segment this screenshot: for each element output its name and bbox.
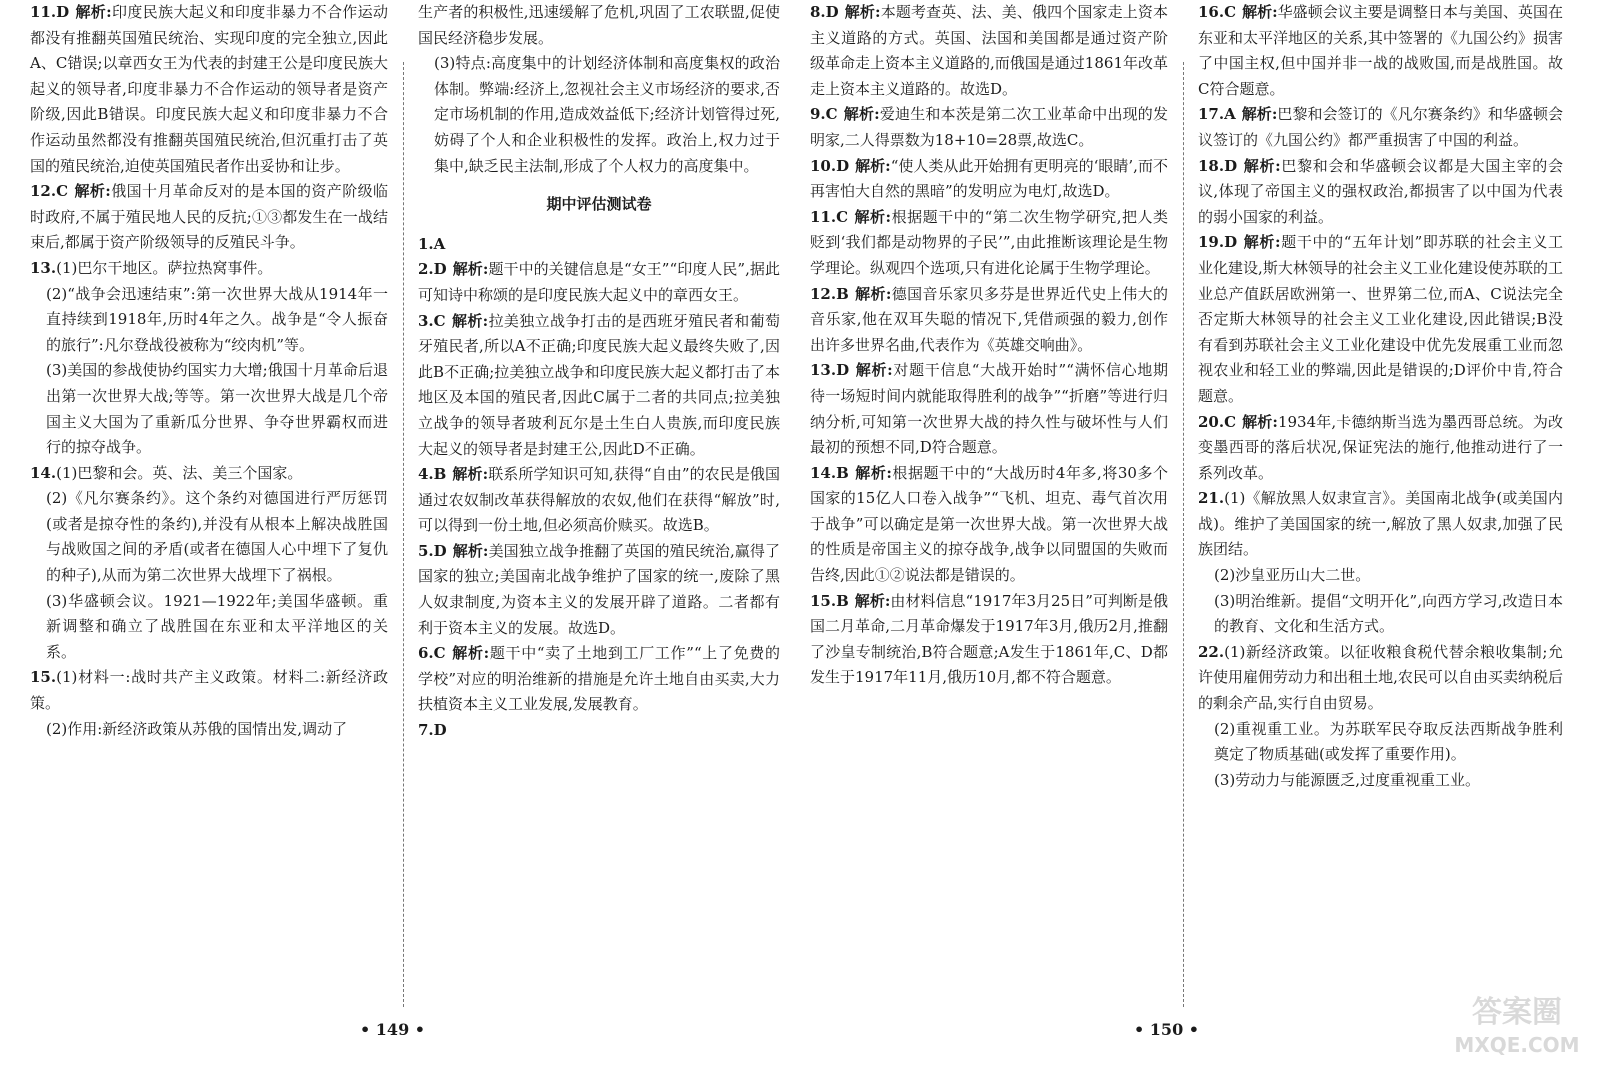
- answer-item: [810, 589, 1168, 691]
- answer-text: 根据题干中的“第二次生物学研究,把人类贬到‘我们都是动物界的子民’”,由此推断该理论是生物学理论。纵观四个选项,只有进化论属于生物学理论。: [810, 207, 1168, 277]
- answer-text: 巴黎和会和华盛顿会议都是大国主宰的会议,体现了帝国主义的强权政治,都损害了以中国为代表的弱小国家的利益。: [1198, 156, 1563, 226]
- answer-item: [30, 256, 388, 282]
- answer-text: (3)明治维新。提倡“文明开化”,向西方学习,改造日本的教育、文化和生活方式。: [1214, 591, 1563, 636]
- answer-number: 20.C: [1198, 412, 1237, 431]
- answer-item: [1198, 640, 1563, 717]
- answer-item: [30, 0, 388, 179]
- analysis-label: 解析:: [1242, 412, 1278, 431]
- answer-item: [1198, 102, 1563, 153]
- answer-number: 11.D: [30, 3, 70, 21]
- answer-item: [810, 205, 1168, 282]
- answer-number: 6.C: [418, 644, 446, 663]
- answer-item: [810, 358, 1168, 460]
- answer-item: [418, 232, 780, 258]
- answer-number: 12.C: [30, 182, 69, 201]
- answer-number: 18.D: [1198, 156, 1238, 175]
- answer-item: [418, 539, 780, 641]
- answer-text: (1)巴尔干地区。萨拉热窝事件。: [56, 258, 273, 277]
- answer-item: [1198, 589, 1563, 640]
- answer-number: 17.A: [1198, 105, 1236, 124]
- column-divider-right: [1183, 62, 1184, 1007]
- answer-text: (1)巴黎和会。英、法、美三个国家。: [56, 463, 303, 482]
- page-number-left: • 149 •: [360, 1020, 425, 1039]
- answer-item: [30, 486, 388, 588]
- analysis-label: 解析:: [452, 541, 489, 560]
- column-2: [418, 0, 780, 970]
- answer-text: (3)美国的参战使协约国实力大增;俄国十月革命后退出第一次世界大战;等等。第一次世界大战是几个帝国主义大国为了重新瓜分世界、争夺世界霸权而进行的掠夺战争。: [46, 361, 388, 457]
- answer-text: (1)《解放黑人奴隶宣言》。美国南北战争(或美国内战)。维护了美国国家的统一,解放了黑人奴隶,加强了民族团结。: [1198, 489, 1563, 559]
- answer-item: [1198, 154, 1563, 231]
- answer-text: 印度民族大起义和印度非暴力不合作运动都没有推翻英国殖民统治、实现印度的完全独立,因此A、C错误;以章西女王为代表的封建王公是印度民族大起义的领导者,印度非暴力不合作运动的领导者是资产阶级,因此B错误。印度民族大起义和印度非暴力不合作运动虽然都没有推翻英国殖民统治,但沉重打击了英国的殖民统治,迫使英国殖民者作出妥协和让步。: [30, 3, 388, 175]
- answer-text: (3)劳动力与能源匮乏,过度重视重工业。: [1214, 770, 1481, 789]
- answer-number: 21.: [1198, 489, 1225, 508]
- answer-number: 8.D: [810, 3, 839, 21]
- analysis-label: 解析:: [74, 182, 111, 201]
- analysis-label: 解析:: [854, 284, 892, 303]
- answer-number: 4.B: [418, 465, 447, 484]
- answer-item: [1198, 486, 1563, 563]
- continued-text: (3)特点:高度集中的计划经济体制和高度集权的政治体制。弊端:经济上,忽视社会主义市场经济的要求,否定市场机制的作用,造成效益低下;经济计划管得过死,妨碍了个人和企业积极性的发挥。政治上,权力过于集中,缺乏民主法制,形成了个人权力的高度集中。: [434, 54, 780, 175]
- answer-text: (1)材料一:战时共产主义政策。材料二:新经济政策。: [30, 668, 388, 713]
- answer-text: 美国独立战争推翻了英国的殖民统治,赢得了国家的独立;美国南北战争维护了国家的统一,废除了黑人奴隶制度,为资本主义的发展开辟了道路。二者都有利于资本主义的发展。故选D。: [418, 541, 780, 637]
- answer-text: 根据题干中的“大战历时4年多,将30多个国家的15亿人口卷入战争”“飞机、坦克、毒气首次用于战争”可以确定是第一次世界大战。第一次世界大战的性质是帝国主义的掠夺战争,战争以同盟国的失败而告终,因此①②说法都是错误的。: [810, 463, 1168, 585]
- answer-number: 7.D: [418, 721, 447, 740]
- answer-item: [1198, 410, 1563, 487]
- answer-text: 德国音乐家贝多芬是世界近代史上伟大的音乐家,他在双耳失聪的情况下,凭借顽强的毅力,创作出许多世界名曲,代表作为《英雄交响曲》。: [810, 284, 1168, 354]
- answer-item: [30, 179, 388, 256]
- answer-number: 13.D: [810, 361, 850, 380]
- answer-item: [1198, 230, 1563, 409]
- answer-number: 19.D: [1198, 233, 1238, 252]
- answer-number: 5.D: [418, 541, 447, 560]
- analysis-label: 解析:: [1241, 105, 1278, 124]
- column-4: [1198, 0, 1563, 970]
- answer-text: 巴黎和会签订的《凡尔赛条约》和华盛顿会议签订的《九国公约》都严重损害了中国的利益。: [1198, 105, 1563, 149]
- answer-text: 本题考查英、法、美、俄四个国家走上资本主义道路的方式。英国、法国和美国都是通过资产阶级革命走上资本主义道路的,而俄国是通过1861年改革走上资本主义道路的。故选D。: [810, 3, 1168, 98]
- answer-item: [418, 257, 780, 308]
- answer-item: [418, 718, 780, 744]
- answer-number: 14.: [30, 463, 57, 482]
- answer-item: [1198, 563, 1563, 589]
- column-3: [810, 0, 1168, 970]
- column-2-items: [418, 232, 780, 744]
- analysis-label: 解析:: [452, 465, 489, 484]
- answer-text: (1)新经济政策。以征收粮食税代替余粮收集制;允许使用雇佣劳动力和出租土地,农民可以自由买卖纳税后的剩余产品,实行自由贸易。: [1198, 642, 1563, 713]
- answer-item: [810, 461, 1168, 589]
- column-2-intro: [418, 0, 780, 179]
- answer-text: 华盛顿会议主要是调整日本与美国、英国在东亚和太平洋地区的关系,其中签署的《九国公约》损害了中国主权,但中国并非一战的战败国,而是战胜国。故C符合题意。: [1198, 3, 1563, 98]
- answer-item: [418, 641, 780, 718]
- watermark-url: MXQE.COM: [1454, 1033, 1580, 1057]
- analysis-label: 解析:: [844, 3, 881, 21]
- answer-text: 对题干信息“大战开始时”“满怀信心地期待一场短时间内就能取得胜利的战争”“折磨”等进行归纳分析,可知第一次世界大战的持久性与破坏性与人们最初的预想不同,D符合题意。: [810, 361, 1168, 457]
- answer-item: [810, 0, 1168, 102]
- answer-item: [1198, 0, 1563, 102]
- answer-item: [418, 309, 780, 463]
- answer-text: 俄国十月革命反对的是本国的资产阶级临时政府,不属于殖民地人民的反抗;①③都发生在一战结束后,都属于资产阶级领导的反殖民斗争。: [30, 182, 388, 252]
- answer-number: 14.B: [810, 463, 849, 482]
- answer-text: 题干中“卖了土地到工厂工作”“上了免费的学校”对应的明治维新的措施是允许土地自由买卖,大力扶植资本主义工业发展,发展教育。: [418, 644, 780, 714]
- answer-item: [30, 589, 388, 666]
- answer-text: 题干中的“五年计划”即苏联的社会主义工业化建设,斯大林领导的社会主义工业化建设使苏联的工业总产值跃居欧洲第一、世界第二位,而A、C说法完全否定斯大林领导的社会主义工业化建设,因此错误;B没有看到苏联社会主义工业化建设中优先发展重工业而忽视农业和轻工业的弊端,因此是错误的;D评价中肯,符合题意。: [1198, 233, 1563, 405]
- answer-number: 12.B: [810, 284, 849, 303]
- analysis-label: 解析:: [1242, 3, 1278, 21]
- answer-item: [30, 461, 388, 487]
- answer-number: 16.C: [1198, 3, 1237, 21]
- column-1: [30, 0, 388, 970]
- analysis-label: 解析:: [1243, 156, 1281, 175]
- watermark-logo: [1454, 990, 1580, 1060]
- section-title: 期中评估测试卷: [546, 195, 652, 214]
- answer-number: 13.: [30, 258, 57, 277]
- answer-text: (3)华盛顿会议。1921—1922年;美国华盛顿。重新调整和确立了战胜国在东亚和太平洋地区的关系。: [46, 591, 388, 661]
- analysis-label: 解析:: [854, 207, 892, 226]
- answer-number: 10.D: [810, 156, 850, 175]
- answer-number: 2.D: [418, 260, 447, 279]
- answer-text: 题干中的关键信息是“女王”“印度人民”,据此可知诗中称颂的是印度民族大起义中的章西女王。: [418, 260, 780, 304]
- analysis-label: 解析:: [451, 644, 490, 663]
- answer-item: [418, 462, 780, 539]
- answer-item: [30, 665, 388, 716]
- answer-number: 15.: [30, 668, 57, 687]
- answer-text: (2)重视重工业。为苏联军民夺取反法西斯战争胜利奠定了物质基础(或发挥了重要作用)。: [1214, 719, 1563, 764]
- analysis-label: 解析:: [854, 591, 891, 610]
- answer-number: 11.C: [810, 207, 849, 226]
- answer-text: 联系所学知识可知,获得“自由”的农民是俄国通过农奴制改革获得解放的农奴,他们在获得“解放”时,可以得到一份土地,但必须高价赎买。故选B。: [418, 465, 780, 535]
- answer-number: 22.: [1198, 642, 1225, 661]
- analysis-label: 解析:: [843, 105, 880, 124]
- watermark-text: 答案圈: [1472, 995, 1562, 1030]
- answer-item: [30, 717, 388, 743]
- answer-number: 9.C: [810, 105, 838, 124]
- answer-item: [30, 282, 388, 359]
- continued-text: 生产者的积极性,迅速缓解了危机,巩固了工农联盟,促使国民经济稳步发展。: [418, 3, 780, 47]
- analysis-label: 解析:: [1243, 233, 1281, 252]
- analysis-label: 解析:: [75, 3, 112, 21]
- answer-text: 爱迪生和本茨是第二次工业革命中出现的发明家,二人得票数为18+10=28票,故选C。: [810, 105, 1168, 149]
- answer-item: [810, 102, 1168, 153]
- answer-number: 3.C: [418, 311, 446, 330]
- answer-text: (2)《凡尔赛条约》。这个条约对德国进行严厉惩罚(或者是掠夺性的条约),并没有从根本上解决战胜国与战败国之间的矛盾(或者在德国人心中埋下了复仇的种子),从而为第二次世界大战埋下了祸根。: [46, 489, 388, 585]
- answer-text: (2)“战争会迅速结束”:第一次世界大战从1914年一直持续到1918年,历时4年之久。战争是“令人振奋的旅行”:凡尔登战役被称为“绞肉机”等。: [46, 284, 388, 354]
- answer-number: 15.B: [810, 591, 849, 610]
- answer-item: [1198, 768, 1563, 794]
- analysis-label: 解析:: [854, 463, 892, 482]
- answer-text: 拉美独立战争打击的是西班牙殖民者和葡萄牙殖民者,所以A不正确;印度民族大起义最终失败了,因此B不正确;拉美独立战争和印度民族大起义都打击了本地区及本国的殖民者,因此C属于二者的共同点;拉美独立战争的领导者玻利瓦尔是土生白人贵族,而印度民族大起义的领导者是封建王公,因此D不正确。: [418, 311, 780, 458]
- answer-text: (2)沙皇亚历山大二世。: [1214, 566, 1371, 585]
- answer-item: [810, 282, 1168, 359]
- answer-item: [30, 358, 388, 460]
- answer-text: 1934年,卡德纳斯当选为墨西哥总统。为改变墨西哥的落后状况,保证宪法的施行,他推动进行了一系列改革。: [1198, 412, 1563, 482]
- answer-text: “使人类从此开始拥有更明亮的‘眼睛’,而不再害怕大自然的黑暗”的发明应为电灯,故选D。: [810, 156, 1168, 201]
- answer-text: 由材料信息“1917年3月25日”可判断是俄国二月革命,二月革命爆发于1917年3月,俄历2月,推翻了沙皇专制统治,B符合题意;A发生于1861年,C、D都发生于1917年11月,俄历10月,都不符合题意。: [810, 591, 1168, 687]
- analysis-label: 解析:: [855, 361, 893, 380]
- analysis-label: 解析:: [451, 311, 489, 330]
- analysis-label: 解析:: [452, 260, 489, 279]
- analysis-label: 解析:: [855, 156, 891, 175]
- page-number-right: • 150 •: [1134, 1020, 1199, 1039]
- answer-number: 1.A: [418, 234, 446, 253]
- answer-item: [1198, 717, 1563, 768]
- answer-text: (2)作用:新经济政策从苏俄的国情出发,调动了: [46, 719, 348, 738]
- column-divider-left: [403, 62, 404, 1007]
- answer-item: [810, 154, 1168, 205]
